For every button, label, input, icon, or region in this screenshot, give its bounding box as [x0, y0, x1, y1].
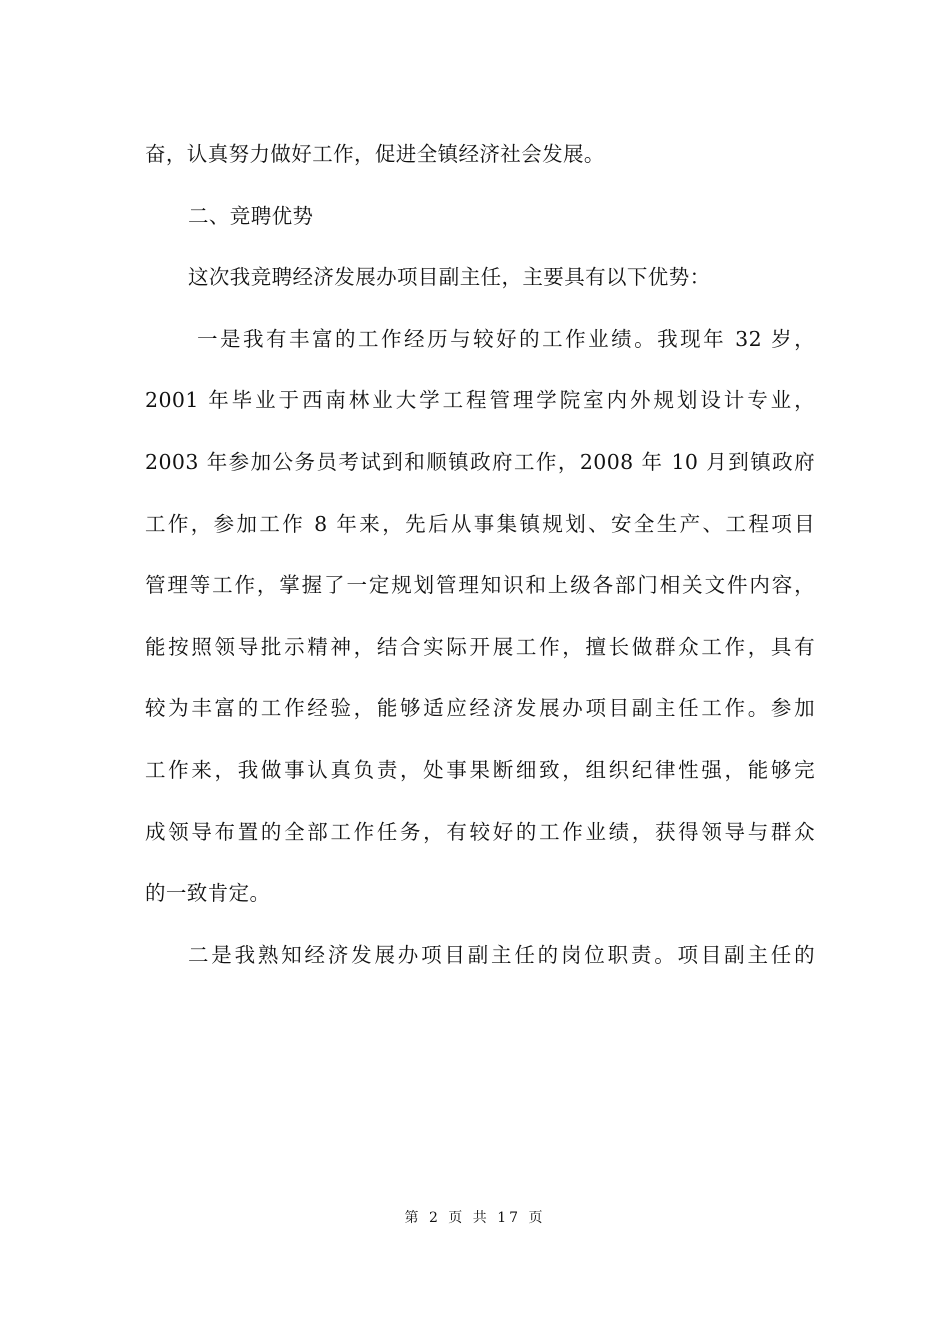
text-line: 奋，认真努力做好工作，促进全镇经济社会发展。 — [145, 142, 605, 166]
text-line: 二是我熟知经济发展办项目副主任的岗位职责。项目副主任的 — [188, 942, 815, 967]
section-heading: 二、竞聘优势 — [188, 203, 314, 228]
text-line: 这次我竞聘经济发展办项目副主任，主要具有以下优势： — [188, 265, 711, 290]
text-line: 一是我有丰富的工作经历与较好的工作业绩。我现年 32 岁， — [197, 326, 815, 351]
text-line: 较为丰富的工作经验，能够适应经济发展办项目副主任工作。参加 — [145, 696, 815, 721]
text-line: 能按照领导批示精神，结合实际开展工作，擅长做群众工作，具有 — [145, 634, 815, 659]
text-line: 工作来，我做事认真负责，处事果断细致，组织纪律性强，能够完 — [145, 757, 815, 782]
page-number-footer: 第 2 页 共 17 页 — [404, 1210, 546, 1226]
text-line: 的一致肯定。 — [145, 881, 271, 906]
text-line: 成领导布置的全部工作任务，有较好的工作业绩，获得领导与群众 — [145, 819, 815, 844]
text-line: 2001 年毕业于西南林业大学工程管理学院室内外规划设计专业， — [145, 388, 815, 413]
text-line: 2003 年参加公务员考试到和顺镇政府工作，2008 年 10 月到镇政府 — [145, 449, 815, 474]
text-line: 管理等工作，掌握了一定规划管理知识和上级各部门相关文件内容， — [145, 573, 815, 598]
document-body — [145, 124, 815, 986]
text-line: 工作，参加工作 8 年来，先后从事集镇规划、安全生产、工程项目 — [145, 511, 815, 536]
